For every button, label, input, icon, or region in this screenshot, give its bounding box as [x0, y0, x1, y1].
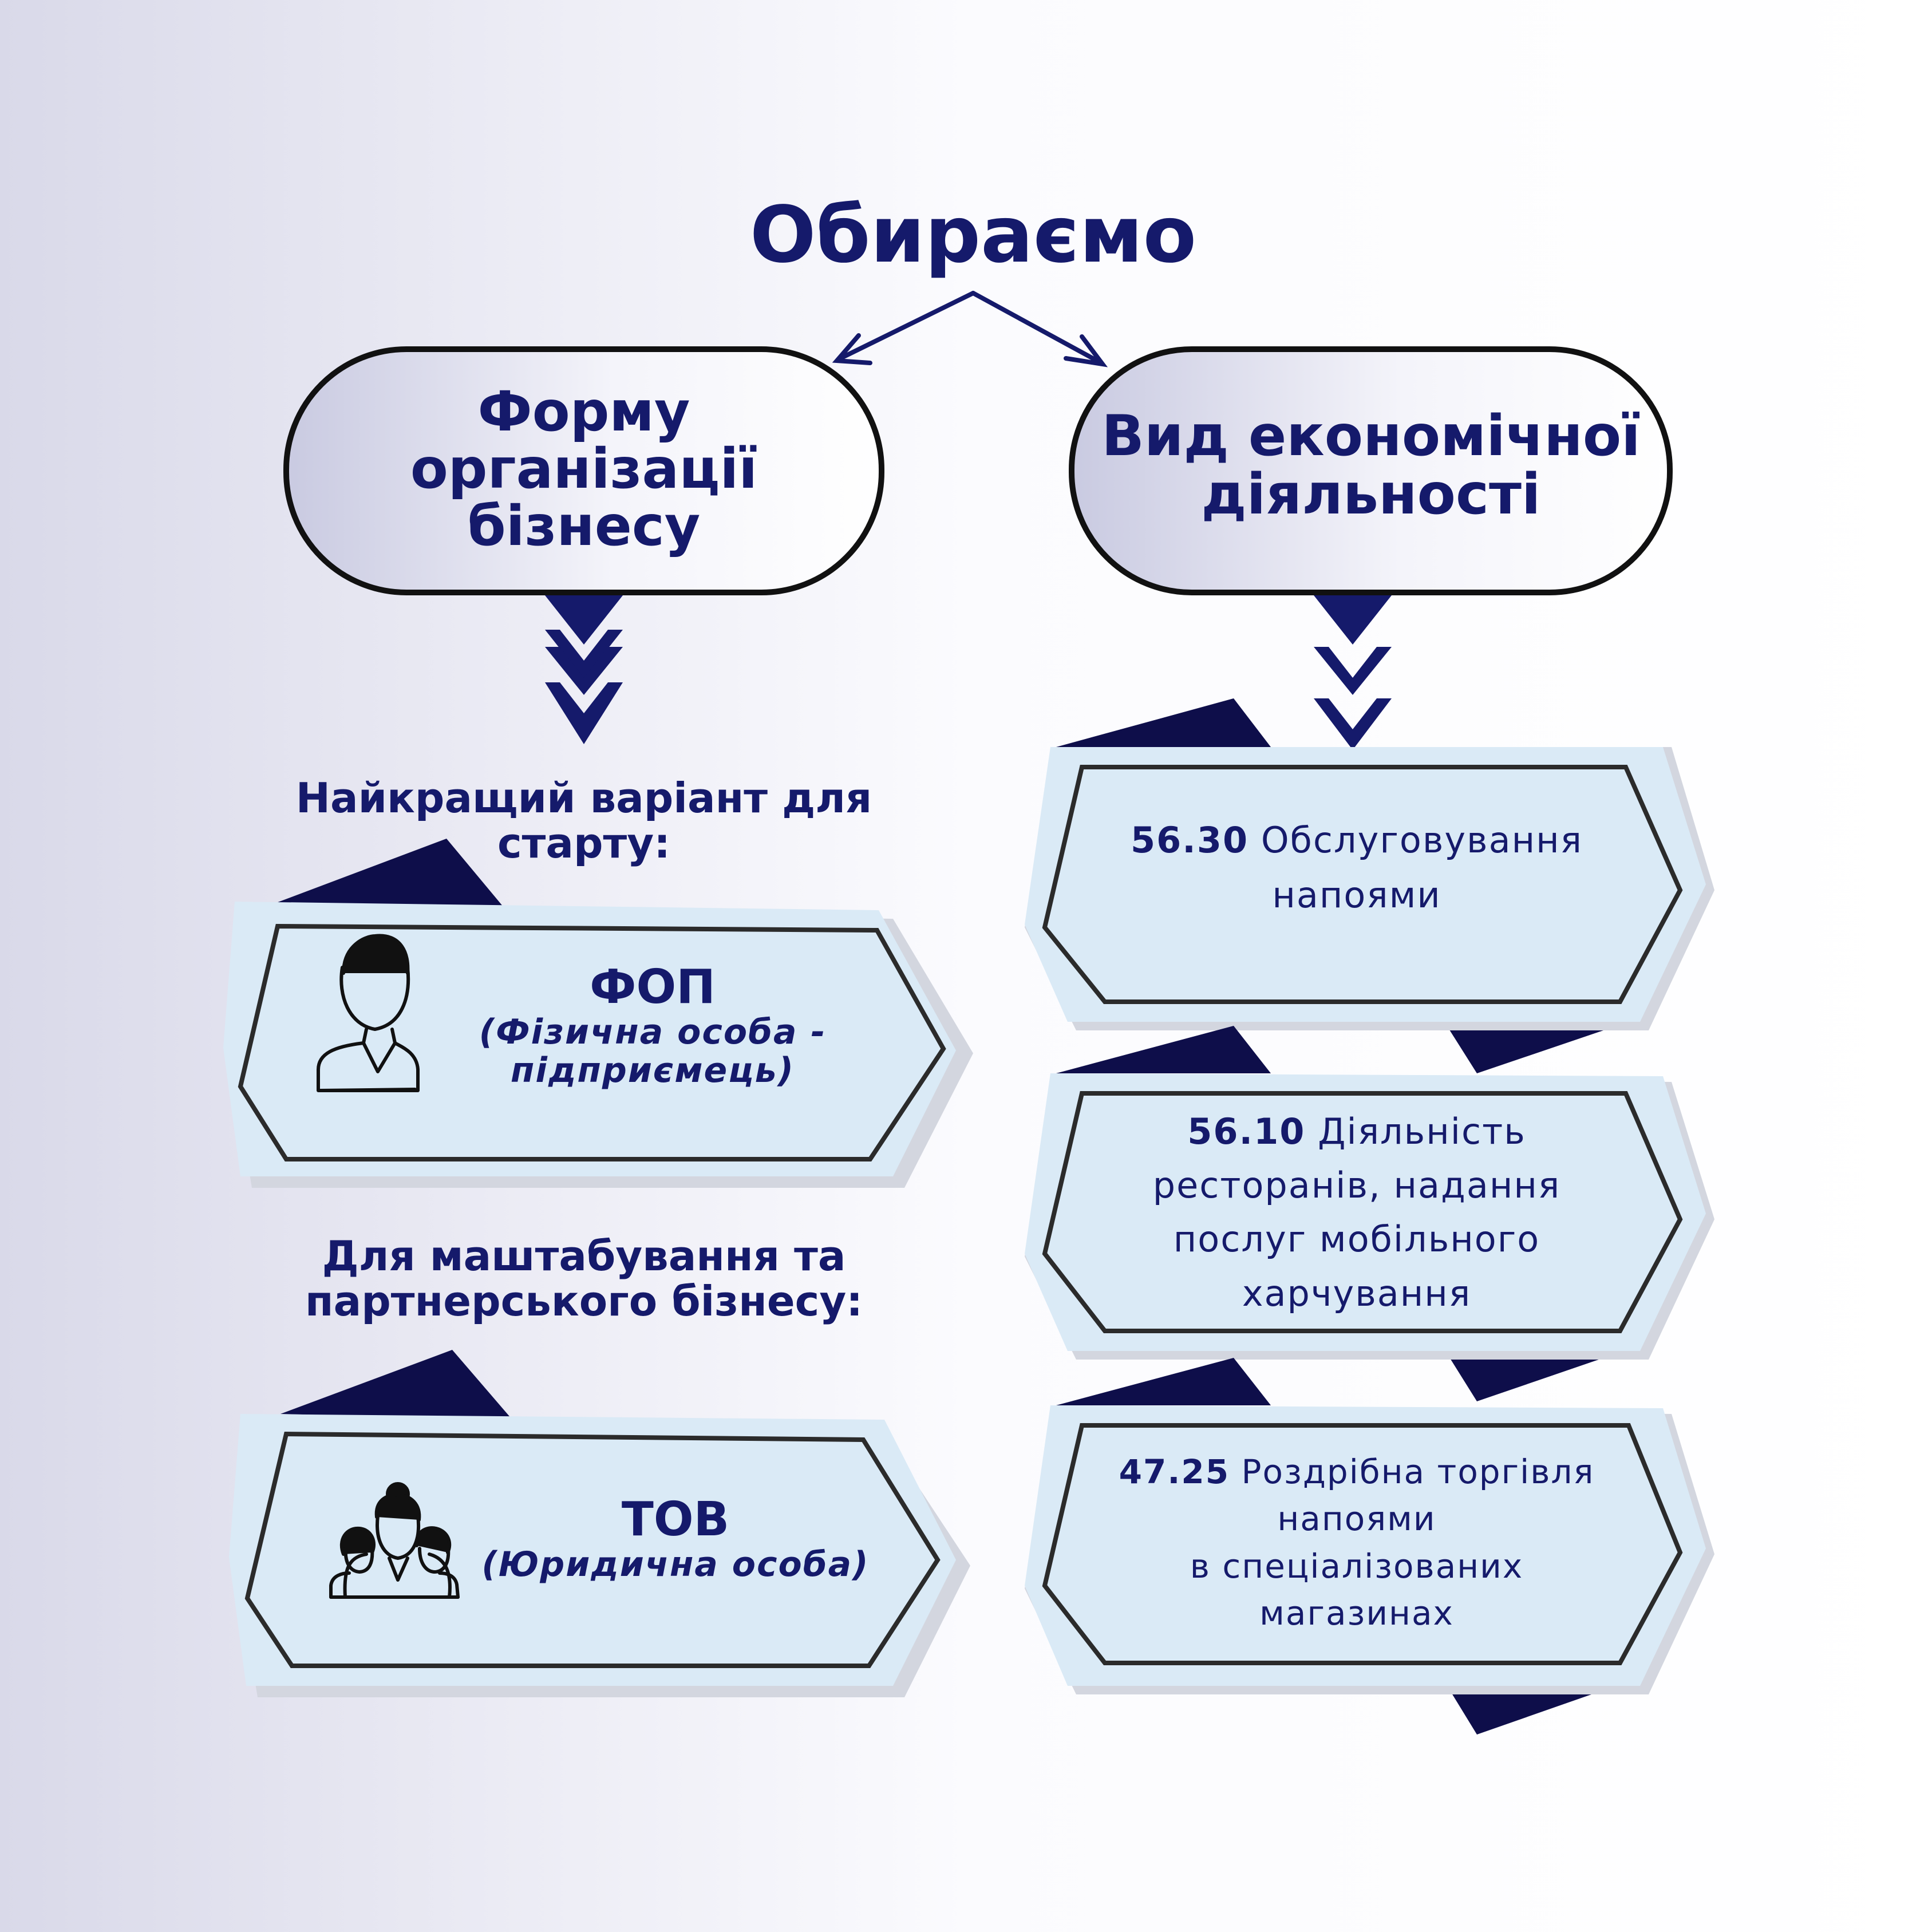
- left-category-line2: організації: [410, 436, 758, 501]
- fop-desc-line1: (Фізична особа -: [479, 1012, 827, 1053]
- start-heading-line1: Найкращий варіант для: [295, 774, 872, 822]
- activity-1-code: 56.30: [1131, 819, 1249, 861]
- activity-3-line3: в спеціалізованих: [1190, 1546, 1524, 1586]
- activity-3-line4: магазинах: [1259, 1594, 1454, 1633]
- scale-heading-line2: партнерського бізнесу:: [305, 1277, 863, 1326]
- activity-2-text: [1076, 1105, 1637, 1321]
- arrow-right-head: [1066, 337, 1103, 364]
- activity-2-line1: Діяльність: [1318, 1111, 1526, 1152]
- tov-name: ТОВ: [621, 1492, 730, 1547]
- left-chevrons: [545, 595, 623, 744]
- tov-desc: (Юридична особа): [481, 1544, 870, 1585]
- scale-heading-line1: Для маштабування та: [322, 1232, 846, 1280]
- activity-3-line2: напоями: [1277, 1499, 1436, 1539]
- activity-3-line1: Роздрібна торгівля: [1241, 1452, 1595, 1491]
- arrow-right-line: [973, 293, 1099, 362]
- left-category-label: [298, 380, 870, 558]
- right-category-line2: діяльності: [1201, 461, 1541, 527]
- activity-1-line1: Обслуговування: [1261, 819, 1583, 861]
- arrow-left-head: [837, 335, 870, 363]
- activity-2-line4: харчування: [1242, 1272, 1472, 1314]
- scale-heading: [252, 1234, 916, 1324]
- tov-text: [464, 1494, 887, 1584]
- fop-name: ФОП: [590, 960, 716, 1014]
- page-title: Обираємо: [749, 190, 1197, 280]
- left-category-line3: бізнесу: [467, 493, 701, 558]
- activity-2-code: 56.10: [1187, 1111, 1306, 1152]
- activity-2-line3: послуг мобільного: [1173, 1218, 1540, 1261]
- activity-2-line2: ресторанів, надання: [1152, 1164, 1561, 1207]
- start-heading: [252, 776, 916, 866]
- arrow-left-line: [840, 293, 973, 358]
- activity-1-line2: напоями: [1272, 874, 1441, 916]
- activity-1-text: [1076, 813, 1637, 923]
- right-category-label: [1076, 404, 1666, 527]
- fop-desc-line2: підприємець): [510, 1050, 795, 1091]
- fop-text: [447, 962, 859, 1091]
- left-category-line1: Форму: [477, 380, 690, 444]
- split-arrows: [837, 293, 1103, 364]
- start-heading-line2: старту:: [497, 819, 670, 868]
- activity-3-text: [1076, 1448, 1637, 1637]
- activity-3-code: 47.25: [1119, 1452, 1230, 1491]
- right-chevrons: [1314, 595, 1392, 750]
- right-category-line1: Вид економічної: [1101, 404, 1641, 469]
